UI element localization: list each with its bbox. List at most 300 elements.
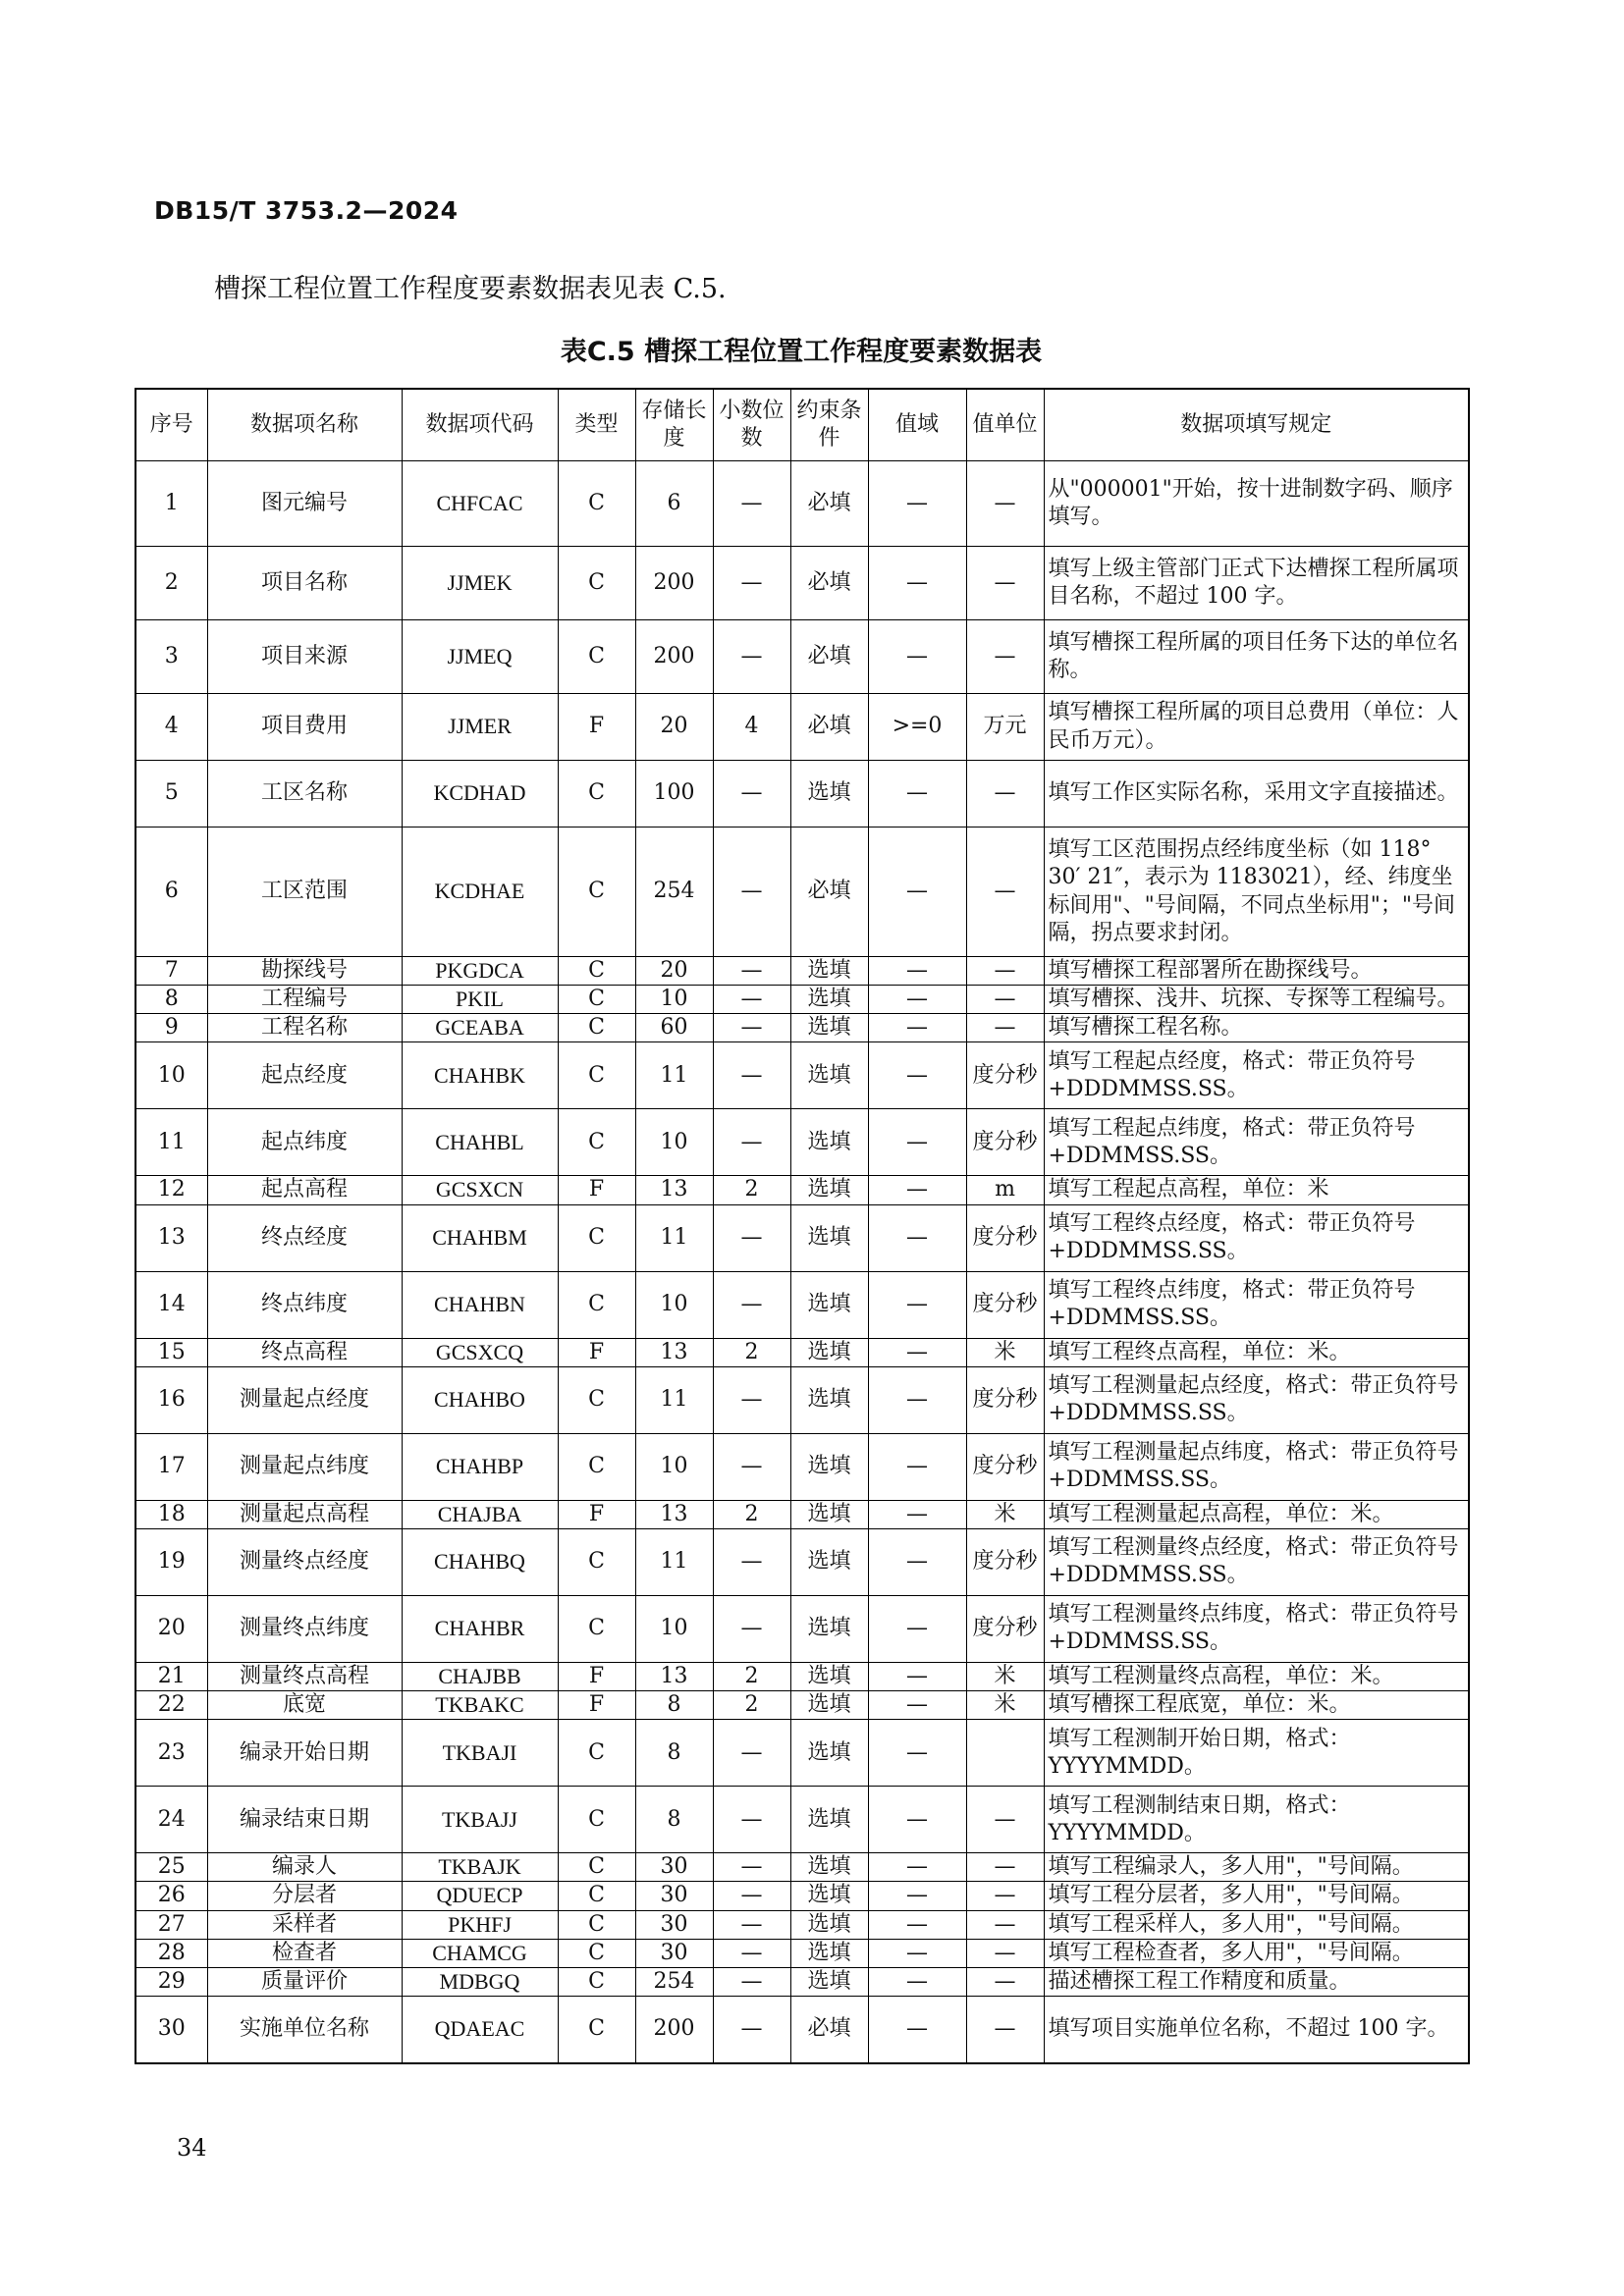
value-unit-cell: 度分秒: [966, 1109, 1044, 1176]
fill-rule-cell: 填写工程终点高程，单位：米。: [1044, 1338, 1469, 1366]
value-unit-cell: —: [966, 761, 1044, 828]
decimal-places-cell: —: [713, 547, 790, 620]
constraint-cell: 选填: [790, 761, 868, 828]
item-name-cell: 起点纬度: [207, 1109, 402, 1176]
item-code-cell: CHAHBK: [402, 1042, 558, 1109]
constraint-cell: 选填: [790, 1176, 868, 1204]
item-name-cell: 工程编号: [207, 986, 402, 1014]
storage-length-cell: 20: [635, 694, 713, 761]
table-row: [135, 986, 1469, 1014]
standard-code: DB15/T 3753.2—2024: [154, 196, 459, 225]
row-index-cell: 4: [135, 694, 207, 761]
decimal-places-cell: —: [713, 1528, 790, 1595]
row-index-cell: 5: [135, 761, 207, 828]
item-name-cell: 终点经度: [207, 1204, 402, 1271]
table-row: [135, 1910, 1469, 1939]
value-domain-cell: —: [868, 1882, 966, 1910]
value-unit-cell: —: [966, 1787, 1044, 1853]
table-row: [135, 1595, 1469, 1662]
value-domain-cell: —: [868, 1042, 966, 1109]
decimal-places-cell: 2: [713, 1500, 790, 1528]
row-index-cell: 9: [135, 1014, 207, 1042]
constraint-cell: 选填: [790, 1720, 868, 1787]
constraint-cell: 选填: [790, 1366, 868, 1433]
decimal-places-cell: 2: [713, 1338, 790, 1366]
storage-length-cell: 30: [635, 1939, 713, 1967]
value-unit-cell: —: [966, 620, 1044, 694]
value-unit-cell: 米: [966, 1500, 1044, 1528]
column-header: 数据项名称: [207, 389, 402, 461]
decimal-places-cell: —: [713, 1433, 790, 1500]
value-domain-cell: —: [868, 1595, 966, 1662]
fill-rule-cell: 从"000001"开始，按十进制数字码、顺序填写。: [1044, 461, 1469, 547]
item-code-cell: MDBGQ: [402, 1967, 558, 1996]
fill-rule-cell: 描述槽探工程工作精度和质量。: [1044, 1967, 1469, 1996]
fill-rule-cell: 填写工程测量终点高程，单位：米。: [1044, 1662, 1469, 1690]
item-code-cell: CHAHBP: [402, 1433, 558, 1500]
row-index-cell: 1: [135, 461, 207, 547]
table-row: [135, 1500, 1469, 1528]
value-domain-cell: —: [868, 986, 966, 1014]
item-code-cell: CHAJBA: [402, 1500, 558, 1528]
data-type-cell: F: [558, 1662, 635, 1690]
column-header: 约束条件: [790, 389, 868, 461]
value-domain-cell: —: [868, 1338, 966, 1366]
row-index-cell: 15: [135, 1338, 207, 1366]
data-type-cell: C: [558, 761, 635, 828]
constraint-cell: 选填: [790, 1042, 868, 1109]
constraint-cell: 必填: [790, 461, 868, 547]
value-domain-cell: —: [868, 1910, 966, 1939]
item-code-cell: TKBAJK: [402, 1853, 558, 1882]
value-unit-cell: —: [966, 1853, 1044, 1882]
item-name-cell: 工区范围: [207, 828, 402, 957]
storage-length-cell: 8: [635, 1787, 713, 1853]
row-index-cell: 10: [135, 1042, 207, 1109]
item-code-cell: CHAHBQ: [402, 1528, 558, 1595]
page-number: 34: [177, 2134, 207, 2162]
value-unit-cell: 万元: [966, 694, 1044, 761]
value-domain-cell: —: [868, 1787, 966, 1853]
table-body: [135, 461, 1469, 2063]
value-unit-cell: 度分秒: [966, 1433, 1044, 1500]
item-name-cell: 检查者: [207, 1939, 402, 1967]
storage-length-cell: 13: [635, 1338, 713, 1366]
data-type-cell: C: [558, 1204, 635, 1271]
storage-length-cell: 60: [635, 1014, 713, 1042]
data-type-cell: C: [558, 1433, 635, 1500]
fill-rule-cell: 填写槽探工程名称。: [1044, 1014, 1469, 1042]
fill-rule-cell: 填写工程测制结束日期，格式：YYYYMMDD。: [1044, 1787, 1469, 1853]
value-domain-cell: —: [868, 1433, 966, 1500]
item-name-cell: 底宽: [207, 1691, 402, 1720]
constraint-cell: 选填: [790, 1271, 868, 1338]
value-domain-cell: —: [868, 1691, 966, 1720]
row-index-cell: 17: [135, 1433, 207, 1500]
item-code-cell: PKGDCA: [402, 957, 558, 986]
storage-length-cell: 100: [635, 761, 713, 828]
decimal-places-cell: —: [713, 986, 790, 1014]
table-row: [135, 1366, 1469, 1433]
value-unit-cell: —: [966, 1967, 1044, 1996]
value-domain-cell: —: [868, 620, 966, 694]
table-row: [135, 957, 1469, 986]
value-domain-cell: —: [868, 761, 966, 828]
item-code-cell: KCDHAD: [402, 761, 558, 828]
row-index-cell: 14: [135, 1271, 207, 1338]
decimal-places-cell: —: [713, 1910, 790, 1939]
storage-length-cell: 10: [635, 1433, 713, 1500]
value-unit-cell: —: [966, 1997, 1044, 2063]
table-row: [135, 1662, 1469, 1690]
row-index-cell: 27: [135, 1910, 207, 1939]
table-row: [135, 1271, 1469, 1338]
row-index-cell: 24: [135, 1787, 207, 1853]
table-row: [135, 1691, 1469, 1720]
table-row: [135, 1853, 1469, 1882]
fill-rule-cell: 填写工程测量终点纬度，格式：带正负符号+DDMMSS.SS。: [1044, 1595, 1469, 1662]
storage-length-cell: 200: [635, 620, 713, 694]
fill-rule-cell: 填写工程终点纬度，格式：带正负符号+DDMMSS.SS。: [1044, 1271, 1469, 1338]
fill-rule-cell: 填写工程测量起点经度，格式：带正负符号+DDDMMSS.SS。: [1044, 1366, 1469, 1433]
constraint-cell: 选填: [790, 1939, 868, 1967]
row-index-cell: 21: [135, 1662, 207, 1690]
constraint-cell: 选填: [790, 1662, 868, 1690]
constraint-cell: 选填: [790, 957, 868, 986]
table-row: [135, 461, 1469, 547]
row-index-cell: 3: [135, 620, 207, 694]
storage-length-cell: 11: [635, 1528, 713, 1595]
item-code-cell: QDAEAC: [402, 1997, 558, 2063]
storage-length-cell: 254: [635, 828, 713, 957]
value-domain-cell: —: [868, 1014, 966, 1042]
row-index-cell: 8: [135, 986, 207, 1014]
row-index-cell: 16: [135, 1366, 207, 1433]
fill-rule-cell: 填写槽探工程部署所在勘探线号。: [1044, 957, 1469, 986]
constraint-cell: 选填: [790, 1853, 868, 1882]
decimal-places-cell: —: [713, 1271, 790, 1338]
decimal-places-cell: 2: [713, 1662, 790, 1690]
fill-rule-cell: 填写槽探工程所属的项目任务下达的单位名称。: [1044, 620, 1469, 694]
table-row: [135, 1042, 1469, 1109]
storage-length-cell: 6: [635, 461, 713, 547]
row-index-cell: 2: [135, 547, 207, 620]
constraint-cell: 必填: [790, 828, 868, 957]
item-code-cell: CHAJBB: [402, 1662, 558, 1690]
item-name-cell: 采样者: [207, 1910, 402, 1939]
row-index-cell: 11: [135, 1109, 207, 1176]
value-unit-cell: m: [966, 1176, 1044, 1204]
constraint-cell: 必填: [790, 547, 868, 620]
constraint-cell: 选填: [790, 1787, 868, 1853]
item-name-cell: 勘探线号: [207, 957, 402, 986]
storage-length-cell: 8: [635, 1691, 713, 1720]
value-domain-cell: —: [868, 1967, 966, 1996]
item-name-cell: 起点高程: [207, 1176, 402, 1204]
table-row: [135, 1720, 1469, 1787]
item-name-cell: 编录人: [207, 1853, 402, 1882]
item-code-cell: CHAHBM: [402, 1204, 558, 1271]
item-code-cell: GCSXCN: [402, 1176, 558, 1204]
table-row: [135, 620, 1469, 694]
value-domain-cell: —: [868, 1109, 966, 1176]
value-domain-cell: —: [868, 1366, 966, 1433]
value-domain-cell: —: [868, 1500, 966, 1528]
item-name-cell: 测量终点纬度: [207, 1595, 402, 1662]
value-domain-cell: —: [868, 828, 966, 957]
data-type-cell: C: [558, 461, 635, 547]
item-name-cell: 质量评价: [207, 1967, 402, 1996]
item-name-cell: 分层者: [207, 1882, 402, 1910]
data-type-cell: C: [558, 1720, 635, 1787]
constraint-cell: 选填: [790, 1338, 868, 1366]
item-name-cell: 工程名称: [207, 1014, 402, 1042]
fill-rule-cell: 填写工程测制开始日期，格式：YYYYMMDD。: [1044, 1720, 1469, 1787]
value-unit-cell: 米: [966, 1662, 1044, 1690]
item-name-cell: 图元编号: [207, 461, 402, 547]
decimal-places-cell: —: [713, 957, 790, 986]
value-unit-cell: —: [966, 957, 1044, 986]
item-code-cell: GCSXCQ: [402, 1338, 558, 1366]
decimal-places-cell: —: [713, 1014, 790, 1042]
decimal-places-cell: —: [713, 620, 790, 694]
data-type-cell: C: [558, 1595, 635, 1662]
fill-rule-cell: 填写工程分层者，多人用"，"号间隔。: [1044, 1882, 1469, 1910]
decimal-places-cell: —: [713, 761, 790, 828]
value-domain-cell: —: [868, 1853, 966, 1882]
storage-length-cell: 11: [635, 1366, 713, 1433]
row-index-cell: 7: [135, 957, 207, 986]
data-type-cell: F: [558, 694, 635, 761]
item-code-cell: CHAHBL: [402, 1109, 558, 1176]
value-unit-cell: [966, 1720, 1044, 1787]
item-name-cell: 项目来源: [207, 620, 402, 694]
fill-rule-cell: 填写工区范围拐点经纬度坐标（如 118° 30′ 21″，表示为 1183021），经、纬度坐标间用"、"号间隔，不同点坐标用"；"号间隔，拐点要求封闭。: [1044, 828, 1469, 957]
item-code-cell: CHAHBN: [402, 1271, 558, 1338]
storage-length-cell: 11: [635, 1042, 713, 1109]
table-row: [135, 1787, 1469, 1853]
constraint-cell: 选填: [790, 1595, 868, 1662]
column-header: 数据项代码: [402, 389, 558, 461]
fill-rule-cell: 填写工程终点经度，格式：带正负符号+DDDMMSS.SS。: [1044, 1204, 1469, 1271]
decimal-places-cell: —: [713, 1939, 790, 1967]
data-type-cell: C: [558, 620, 635, 694]
constraint-cell: 选填: [790, 1109, 868, 1176]
fill-rule-cell: 填写工程起点经度，格式：带正负符号+DDDMMSS.SS。: [1044, 1042, 1469, 1109]
data-type-cell: C: [558, 1967, 635, 1996]
item-code-cell: JJMEQ: [402, 620, 558, 694]
item-code-cell: TKBAKC: [402, 1691, 558, 1720]
constraint-cell: 选填: [790, 1433, 868, 1500]
row-index-cell: 6: [135, 828, 207, 957]
storage-length-cell: 20: [635, 957, 713, 986]
decimal-places-cell: 2: [713, 1691, 790, 1720]
constraint-cell: 选填: [790, 1528, 868, 1595]
item-name-cell: 项目费用: [207, 694, 402, 761]
item-name-cell: 测量终点高程: [207, 1662, 402, 1690]
value-unit-cell: —: [966, 1882, 1044, 1910]
table-row: [135, 1176, 1469, 1204]
row-index-cell: 30: [135, 1997, 207, 2063]
item-code-cell: QDUECP: [402, 1882, 558, 1910]
value-unit-cell: 米: [966, 1338, 1044, 1366]
value-domain-cell: —: [868, 547, 966, 620]
table-row: [135, 547, 1469, 620]
row-index-cell: 29: [135, 1967, 207, 1996]
storage-length-cell: 13: [635, 1500, 713, 1528]
row-index-cell: 23: [135, 1720, 207, 1787]
value-unit-cell: 度分秒: [966, 1595, 1044, 1662]
data-type-cell: C: [558, 1109, 635, 1176]
table-caption: 表C.5 槽探工程位置工作程度要素数据表: [560, 337, 1043, 367]
value-unit-cell: —: [966, 1014, 1044, 1042]
decimal-places-cell: —: [713, 1882, 790, 1910]
table-row: [135, 1014, 1469, 1042]
storage-length-cell: 10: [635, 1109, 713, 1176]
intro-text: 槽探工程位置工作程度要素数据表见表 C.5.: [214, 274, 727, 304]
decimal-places-cell: —: [713, 1997, 790, 2063]
column-header: 值域: [868, 389, 966, 461]
item-code-cell: TKBAJI: [402, 1720, 558, 1787]
data-type-cell: C: [558, 1997, 635, 2063]
column-header: 类型: [558, 389, 635, 461]
storage-length-cell: 200: [635, 1997, 713, 2063]
decimal-places-cell: —: [713, 1109, 790, 1176]
value-unit-cell: —: [966, 1910, 1044, 1939]
column-header: 值单位: [966, 389, 1044, 461]
decimal-places-cell: 2: [713, 1176, 790, 1204]
value-unit-cell: 度分秒: [966, 1366, 1044, 1433]
value-domain-cell: —: [868, 1271, 966, 1338]
fill-rule-cell: 填写槽探工程所属的项目总费用（单位：人民币万元）。: [1044, 694, 1469, 761]
fill-rule-cell: 填写上级主管部门正式下达槽探工程所属项目名称，不超过 100 字。: [1044, 547, 1469, 620]
item-name-cell: 项目名称: [207, 547, 402, 620]
column-header: 小数位数: [713, 389, 790, 461]
value-domain-cell: —: [868, 1720, 966, 1787]
row-index-cell: 13: [135, 1204, 207, 1271]
value-unit-cell: —: [966, 461, 1044, 547]
value-domain-cell: —: [868, 957, 966, 986]
data-type-cell: F: [558, 1500, 635, 1528]
data-type-cell: C: [558, 1853, 635, 1882]
data-type-cell: C: [558, 1787, 635, 1853]
fill-rule-cell: 填写槽探、浅井、坑探、专探等工程编号。: [1044, 986, 1469, 1014]
storage-length-cell: 200: [635, 547, 713, 620]
table-row: [135, 1939, 1469, 1967]
item-code-cell: GCEABA: [402, 1014, 558, 1042]
table-row: [135, 694, 1469, 761]
fill-rule-cell: 填写工程编录人，多人用"，"号间隔。: [1044, 1853, 1469, 1882]
table-row: [135, 1433, 1469, 1500]
item-name-cell: 实施单位名称: [207, 1997, 402, 2063]
constraint-cell: 必填: [790, 694, 868, 761]
item-code-cell: CHAHBO: [402, 1366, 558, 1433]
storage-length-cell: 13: [635, 1662, 713, 1690]
table-row: [135, 1204, 1469, 1271]
value-domain-cell: —: [868, 1662, 966, 1690]
decimal-places-cell: —: [713, 1720, 790, 1787]
data-type-cell: C: [558, 957, 635, 986]
data-type-cell: C: [558, 986, 635, 1014]
constraint-cell: 选填: [790, 986, 868, 1014]
fill-rule-cell: 填写槽探工程底宽，单位：米。: [1044, 1691, 1469, 1720]
item-code-cell: KCDHAE: [402, 828, 558, 957]
item-name-cell: 测量起点经度: [207, 1366, 402, 1433]
constraint-cell: 选填: [790, 1967, 868, 1996]
item-code-cell: JJMER: [402, 694, 558, 761]
table-row: [135, 1338, 1469, 1366]
data-type-cell: C: [558, 547, 635, 620]
item-name-cell: 测量起点纬度: [207, 1433, 402, 1500]
storage-length-cell: 30: [635, 1882, 713, 1910]
row-index-cell: 19: [135, 1528, 207, 1595]
fill-rule-cell: 填写工程测量起点纬度，格式：带正负符号+DDMMSS.SS。: [1044, 1433, 1469, 1500]
table-row: [135, 828, 1469, 957]
value-domain-cell: —: [868, 1176, 966, 1204]
decimal-places-cell: —: [713, 461, 790, 547]
value-unit-cell: 米: [966, 1691, 1044, 1720]
decimal-places-cell: —: [713, 828, 790, 957]
data-type-cell: C: [558, 1528, 635, 1595]
decimal-places-cell: —: [713, 1787, 790, 1853]
item-name-cell: 起点经度: [207, 1042, 402, 1109]
value-unit-cell: —: [966, 1939, 1044, 1967]
storage-length-cell: 30: [635, 1853, 713, 1882]
constraint-cell: 必填: [790, 1997, 868, 2063]
data-table: [135, 388, 1470, 2064]
storage-length-cell: 13: [635, 1176, 713, 1204]
fill-rule-cell: 填写工程测量终点经度，格式：带正负符号+DDDMMSS.SS。: [1044, 1528, 1469, 1595]
value-unit-cell: 度分秒: [966, 1042, 1044, 1109]
table-row: [135, 1967, 1469, 1996]
value-domain-cell: —: [868, 1528, 966, 1595]
value-domain-cell: —: [868, 1204, 966, 1271]
data-type-cell: C: [558, 1910, 635, 1939]
item-name-cell: 终点高程: [207, 1338, 402, 1366]
value-domain-cell: >=0: [868, 694, 966, 761]
value-unit-cell: 度分秒: [966, 1271, 1044, 1338]
item-code-cell: CHFCAC: [402, 461, 558, 547]
column-header: 数据项填写规定: [1044, 389, 1469, 461]
item-name-cell: 工区名称: [207, 761, 402, 828]
data-type-cell: F: [558, 1338, 635, 1366]
data-type-cell: C: [558, 1042, 635, 1109]
item-name-cell: 编录结束日期: [207, 1787, 402, 1853]
table-row: [135, 1997, 1469, 2063]
data-type-cell: C: [558, 1014, 635, 1042]
fill-rule-cell: 填写工程检查者，多人用"，"号间隔。: [1044, 1939, 1469, 1967]
item-code-cell: CHAMCG: [402, 1939, 558, 1967]
fill-rule-cell: 填写项目实施单位名称，不超过 100 字。: [1044, 1997, 1469, 2063]
item-name-cell: 测量起点高程: [207, 1500, 402, 1528]
row-index-cell: 25: [135, 1853, 207, 1882]
data-type-cell: C: [558, 1939, 635, 1967]
decimal-places-cell: —: [713, 1595, 790, 1662]
row-index-cell: 20: [135, 1595, 207, 1662]
decimal-places-cell: —: [713, 1853, 790, 1882]
item-code-cell: CHAHBR: [402, 1595, 558, 1662]
row-index-cell: 28: [135, 1939, 207, 1967]
decimal-places-cell: —: [713, 1366, 790, 1433]
decimal-places-cell: —: [713, 1042, 790, 1109]
data-type-cell: F: [558, 1691, 635, 1720]
value-unit-cell: —: [966, 828, 1044, 957]
table-row: [135, 761, 1469, 828]
fill-rule-cell: 填写工程测量起点高程，单位：米。: [1044, 1500, 1469, 1528]
value-unit-cell: 度分秒: [966, 1528, 1044, 1595]
storage-length-cell: 254: [635, 1967, 713, 1996]
constraint-cell: 选填: [790, 1500, 868, 1528]
